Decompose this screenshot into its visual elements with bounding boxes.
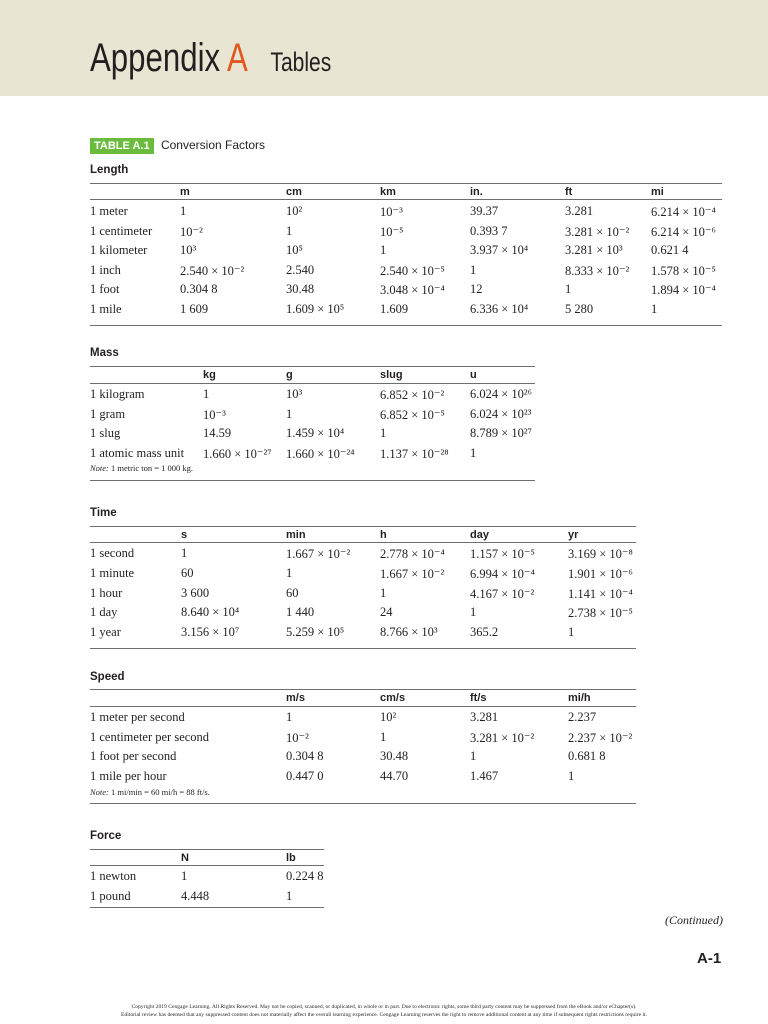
speed-cell: 3.281: [470, 710, 499, 724]
mass-cell: 1: [470, 446, 477, 461]
length-col-header: m: [180, 186, 190, 198]
length-cell: 3.281 × 10⁻²: [565, 224, 630, 239]
title-word-appendix: Appendix: [90, 36, 221, 80]
length-cell: 6.214 × 10⁻⁶: [651, 224, 716, 239]
mass-note-label: Note:: [90, 463, 109, 473]
time-row-label: 1 year: [90, 625, 121, 640]
length-cell: 39.37: [470, 204, 499, 218]
time-cell: 2.778 × 10⁻⁴: [380, 547, 445, 561]
force-col-header: lb: [286, 852, 296, 864]
length-cell: 5 280: [565, 302, 594, 316]
time-row-label: 1 hour: [90, 585, 123, 600]
length-col-header: km: [380, 186, 396, 198]
length-cell: 2.540 × 10⁻⁵: [380, 263, 445, 278]
length-cell: 1.578 × 10⁻⁵: [651, 263, 716, 278]
time-col-header: yr: [568, 529, 579, 541]
speed-note-label: Note:: [90, 787, 109, 797]
speed-col-header: m/s: [286, 692, 305, 704]
page-number: A-1: [697, 950, 722, 967]
mass-cell: 1.459 × 10⁴: [286, 426, 345, 441]
time-cell: 1.141 × 10⁻⁴: [568, 586, 633, 601]
length-cell: 10²: [286, 204, 303, 218]
mass-cell: 10⁻³: [203, 407, 226, 422]
force-top-rule: [90, 849, 324, 850]
time-cell: 365.2: [470, 625, 499, 640]
length-cell: 3.281 × 10³: [565, 243, 623, 258]
length-cell: 3.048 × 10⁻⁴: [380, 283, 445, 298]
time-cell: 1.901 × 10⁻⁶: [568, 566, 633, 581]
mass-cell: 1: [380, 426, 387, 441]
time-cell: 1: [380, 585, 387, 600]
mass-note: [90, 463, 193, 473]
time-cell: 1: [181, 546, 188, 560]
length-cell: 10³: [180, 243, 197, 258]
speed-cell: 0.681 8: [568, 749, 606, 764]
speed-cell: 1: [568, 768, 575, 783]
speed-header-rule: [90, 706, 636, 707]
time-row-label: 1 second: [90, 546, 135, 560]
length-row-label: 1 centimeter: [90, 223, 153, 238]
time-col-header: day: [470, 529, 489, 541]
speed-cell: 10⁻²: [286, 730, 309, 745]
mass-col-header: slug: [380, 369, 403, 381]
length-col-header: mi: [651, 186, 664, 198]
time-cell: 1.667 × 10⁻²: [380, 566, 445, 581]
length-cell: 1: [380, 243, 387, 258]
mass-col-header: u: [470, 369, 477, 381]
time-cell: 4.167 × 10⁻²: [470, 586, 535, 601]
length-cell: 10⁻²: [180, 224, 203, 239]
force-row-label: 1 newton: [90, 869, 137, 883]
speed-bottom-rule: [90, 803, 636, 804]
length-cell: 1.609 × 10⁵: [286, 302, 345, 316]
length-row-label: 1 foot: [90, 282, 120, 297]
speed-row-label: 1 mile per hour: [90, 768, 167, 783]
time-cell: 3.169 × 10⁻⁸: [568, 547, 633, 561]
mass-cell: 1.137 × 10⁻²⁸: [380, 447, 449, 462]
length-cell: 3.281: [565, 204, 594, 218]
time-col-header: h: [380, 529, 387, 541]
length-bottom-rule: [90, 325, 722, 326]
speed-top-rule: [90, 689, 636, 690]
mass-cell: 1.660 × 10⁻²⁴: [286, 447, 355, 462]
time-header-rule: [90, 542, 636, 543]
time-cell: 60: [181, 565, 194, 580]
speed-row-label: 1 meter per second: [90, 710, 185, 724]
time-cell: 5.259 × 10⁵: [286, 625, 345, 640]
continued-label: (Continued): [665, 913, 723, 927]
title-subtitle: Tables: [270, 47, 332, 77]
length-row-label: 1 mile: [90, 302, 122, 316]
mass-cell: 6.852 × 10⁻²: [380, 388, 445, 402]
time-cell: 8.766 × 10³: [380, 625, 438, 640]
time-row-label: 1 day: [90, 605, 118, 620]
length-cell: 8.333 × 10⁻²: [565, 263, 630, 278]
length-row-label: 1 inch: [90, 262, 121, 277]
length-cell: 0.304 8: [180, 282, 218, 297]
page-title: [90, 38, 331, 78]
time-col-header: s: [181, 529, 188, 541]
time-cell: 3.156 × 10⁷: [181, 625, 240, 640]
time-cell: 3 600: [181, 585, 210, 600]
length-section-title: Length: [90, 164, 129, 176]
length-cell: 10⁵: [286, 243, 303, 258]
length-cell: 10⁻³: [380, 205, 403, 219]
time-col-header: min: [286, 529, 306, 541]
mass-cell: 1.660 × 10⁻²⁷: [203, 447, 272, 462]
length-cell: 1: [651, 302, 658, 316]
mass-header-rule: [90, 383, 535, 384]
force-cell: 1: [286, 888, 293, 903]
speed-cell: 10²: [380, 710, 397, 724]
mass-col-header: kg: [203, 369, 216, 381]
mass-cell: 1: [286, 406, 293, 421]
length-col-header: ft: [565, 186, 573, 198]
length-header-rule: [90, 199, 722, 200]
time-cell: 8.640 × 10⁴: [181, 605, 240, 620]
force-cell: 4.448: [181, 888, 210, 903]
speed-cell: 0.304 8: [286, 749, 324, 764]
length-cell: 2.540: [286, 262, 315, 277]
length-cell: 30.48: [286, 282, 315, 297]
time-cell: 1: [568, 625, 575, 640]
force-cell: 0.224 8: [286, 869, 324, 883]
length-cell: 1.609: [380, 302, 409, 316]
time-top-rule: [90, 526, 636, 527]
length-row-label: 1 meter: [90, 204, 128, 218]
time-cell: 1.667 × 10⁻²: [286, 547, 351, 561]
mass-cell: 6.024 × 10²⁶: [470, 387, 533, 401]
speed-cell: 30.48: [380, 749, 409, 764]
length-cell: 6.336 × 10⁴: [470, 302, 529, 316]
speed-col-header: cm/s: [380, 692, 406, 704]
length-cell: 1.894 × 10⁻⁴: [651, 283, 716, 298]
speed-cell: 2.237: [568, 710, 597, 724]
mass-cell: 10³: [286, 387, 303, 401]
speed-cell: 44.70: [380, 768, 409, 783]
mass-row-label: 1 gram: [90, 406, 126, 421]
length-col-header: cm: [286, 186, 302, 198]
mass-cell: 8.789 × 10²⁷: [470, 426, 533, 441]
speed-cell: 1.467: [470, 768, 499, 783]
time-bottom-rule: [90, 648, 636, 649]
speed-cell: 2.237 × 10⁻²: [568, 730, 633, 745]
length-cell: 0.621 4: [651, 243, 689, 258]
mass-bottom-rule: [90, 480, 535, 481]
time-cell: 6.994 × 10⁻⁴: [470, 566, 535, 581]
speed-note: [90, 787, 210, 797]
length-cell: 12: [470, 282, 483, 297]
title-letter: A: [227, 36, 247, 80]
time-cell: 1 440: [286, 605, 315, 620]
mass-row-label: 1 kilogram: [90, 387, 145, 401]
mass-col-header: g: [286, 369, 293, 381]
speed-note-text: 1 mi/min = 60 mi/h = 88 ft/s.: [108, 787, 210, 797]
time-cell: 1: [470, 605, 477, 620]
time-row-label: 1 minute: [90, 565, 135, 580]
time-cell: 1: [286, 565, 293, 580]
speed-cell: 1: [470, 749, 477, 764]
force-cell: 1: [181, 869, 188, 883]
force-section-title: Force: [90, 830, 122, 842]
mass-section-title: Mass: [90, 347, 119, 359]
time-cell: 2.738 × 10⁻⁵: [568, 606, 633, 621]
speed-row-label: 1 centimeter per second: [90, 729, 210, 744]
table-caption: Conversion Factors: [160, 138, 266, 152]
length-cell: 0.393 7: [470, 223, 508, 238]
copyright-line-2: Editorial review has deemed that any suppressed content does not materially affect the overall learning experience. Cengage Learning reserves the right to remove additional content at any time if subsequent rights restrictions require it.: [121, 1012, 647, 1018]
mass-cell: 6.852 × 10⁻⁵: [380, 407, 445, 422]
copyright-notice: [0, 1003, 768, 1019]
mass-cell: 6.024 × 10²³: [470, 406, 532, 421]
speed-cell: 1: [286, 710, 293, 724]
length-cell: 1: [180, 204, 187, 218]
length-cell: 10⁻⁵: [380, 224, 404, 239]
mass-cell: 14.59: [203, 426, 232, 441]
mass-note-text: 1 metric ton = 1 000 kg.: [108, 463, 194, 473]
force-col-header: N: [181, 852, 189, 864]
length-top-rule: [90, 183, 722, 184]
length-cell: 6.214 × 10⁻⁴: [651, 205, 716, 219]
mass-cell: 1: [203, 387, 210, 401]
speed-cell: 1: [380, 729, 387, 744]
time-cell: 1.157 × 10⁻⁵: [470, 547, 535, 561]
time-section-title: Time: [90, 507, 117, 519]
length-cell: 1: [565, 282, 572, 297]
length-row-label: 1 kilometer: [90, 243, 148, 258]
force-header-rule: [90, 865, 324, 866]
mass-top-rule: [90, 366, 535, 367]
speed-col-header: mi/h: [568, 692, 591, 704]
force-row-label: 1 pound: [90, 888, 131, 903]
speed-col-header: ft/s: [470, 692, 487, 704]
speed-cell: 3.281 × 10⁻²: [470, 730, 535, 745]
speed-row-label: 1 foot per second: [90, 749, 177, 764]
length-cell: 2.540 × 10⁻²: [180, 263, 245, 278]
length-col-header: in.: [470, 186, 483, 198]
time-cell: 60: [286, 585, 299, 600]
length-cell: 1 609: [180, 302, 209, 316]
force-bottom-rule: [90, 907, 324, 908]
length-cell: 1: [470, 262, 477, 277]
length-cell: 3.937 × 10⁴: [470, 243, 529, 258]
length-cell: 1: [286, 223, 293, 238]
speed-cell: 0.447 0: [286, 768, 324, 783]
copyright-line-1: Copyright 2019 Cengage Learning. All Rights Reserved. May not be copied, scanned, or duplicated, in whole or in part. Due to electronic rights, some third party content may be suppressed from the eBook and/or eChapter(s).: [131, 1004, 637, 1010]
mass-row-label: 1 slug: [90, 426, 121, 441]
speed-section-title: Speed: [90, 671, 125, 683]
time-cell: 24: [380, 605, 393, 620]
table-label: [90, 138, 265, 152]
mass-row-label: 1 atomic mass unit: [90, 446, 185, 461]
table-number-badge: TABLE A.1: [90, 138, 154, 154]
